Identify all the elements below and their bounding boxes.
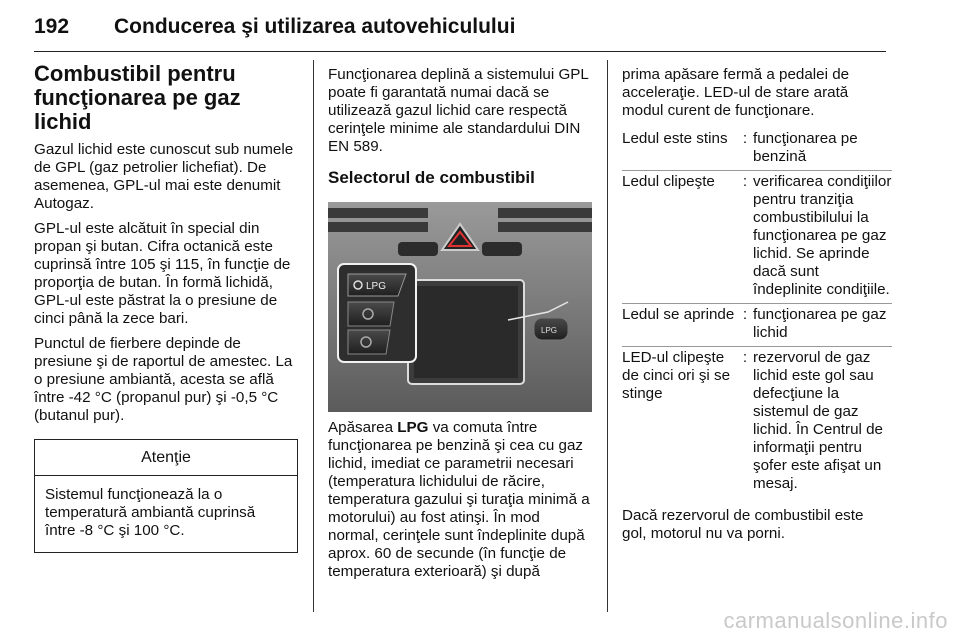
- lpg-button-label: LPG: [366, 281, 387, 292]
- paragraph: Gazul lichid este cunoscut sub numele de GPL (gaz petrolier lichefiat). De asemenea, GPL-ul mai este denumit Autogaz.: [34, 141, 294, 212]
- column-divider: [313, 60, 314, 612]
- paragraph: Apăsarea LPG va comuta între funcţionarea pe benzină şi cea cu gaz lichid, imediat ce parametrii necesari (temperatura lichidului de răcire, temperatura gazului şi turaţia minimă a motorului) au fost atinşi. În mod normal, cerinţele sunt îndeplinite după aprox. 60 de secunde (în funcţie de temperatura exterioară) şi după: [328, 419, 590, 580]
- column-middle: [328, 60, 594, 581]
- page-number: 192: [34, 15, 70, 38]
- dashboard-illustration: [328, 202, 592, 412]
- lpg-keyword: LPG: [397, 419, 429, 436]
- svg-text:LPG: LPG: [541, 326, 558, 335]
- chapter-title: Conducerea şi utilizarea autovehiculului: [114, 15, 516, 38]
- caution-text: Sistemul funcţionează la o temperatură ambiantă cuprinsă între -8 °C şi 100 °C.: [45, 486, 256, 539]
- table-row: Ledul este stins : funcţionarea pe benzină: [622, 130, 858, 165]
- caution-box: [34, 439, 298, 553]
- subsection-heading: Selectorul de combustibil: [328, 168, 535, 187]
- table-row: Ledul clipeşte : verificarea condiţiilor pentru tranziţia combustibilului la funcţionarea pe gaz lichid. Se aprinde dacă sunt îndeplinite condiţiile.: [622, 170, 892, 303]
- led-status-table: [622, 128, 892, 497]
- column-left: [34, 60, 300, 553]
- site-watermark: carmanualsonline.info: [723, 608, 948, 633]
- paragraph: Punctul de fierbere depinde de presiune şi de raportul de amestec. La o presiune ambiantă, acesta se află între -42 °C (propanul pur) şi -0,5 °C (butanul pur).: [34, 335, 293, 424]
- fuel-selector-photo: [328, 202, 592, 412]
- table-row: Ledul se aprinde : funcţionarea pe gaz lichid: [622, 303, 892, 346]
- column-right: [622, 60, 892, 543]
- page-header: [34, 8, 886, 52]
- paragraph: prima apăsare fermă a pedalei de acceleraţie. LED-ul de stare arată modul curent de funcţionare.: [622, 66, 850, 119]
- table-row: LED-ul clipeşte de cinci ori şi se stinge : rezervorul de gaz lichid este gol sau defecţiune la sistemul de gaz lichid. În Centrul de informaţii pentru şofer este afişat un mesaj.: [622, 346, 892, 497]
- caution-title: Atenţie: [35, 440, 297, 476]
- column-divider: [607, 60, 608, 612]
- paragraph: Funcţionarea deplină a sistemului GPL poate fi garantată numai dacă se utilizează gazul lichid care respectă cerinţele minime ale standardului DIN EN 589.: [328, 66, 589, 155]
- section-heading: Combustibil pentru funcţionarea pe gaz lichid: [34, 61, 241, 134]
- paragraph: GPL-ul este alcătuit în special din propan şi butan. Cifra octanică este cuprinsă între 105 şi 115, în funcţie de proporţia de butan. În formă lichidă, GPL-ul este păstrat la o presiune de cinci până la zece bari.: [34, 220, 291, 327]
- paragraph: Dacă rezervorul de combustibil este gol, motorul nu va porni.: [622, 507, 864, 542]
